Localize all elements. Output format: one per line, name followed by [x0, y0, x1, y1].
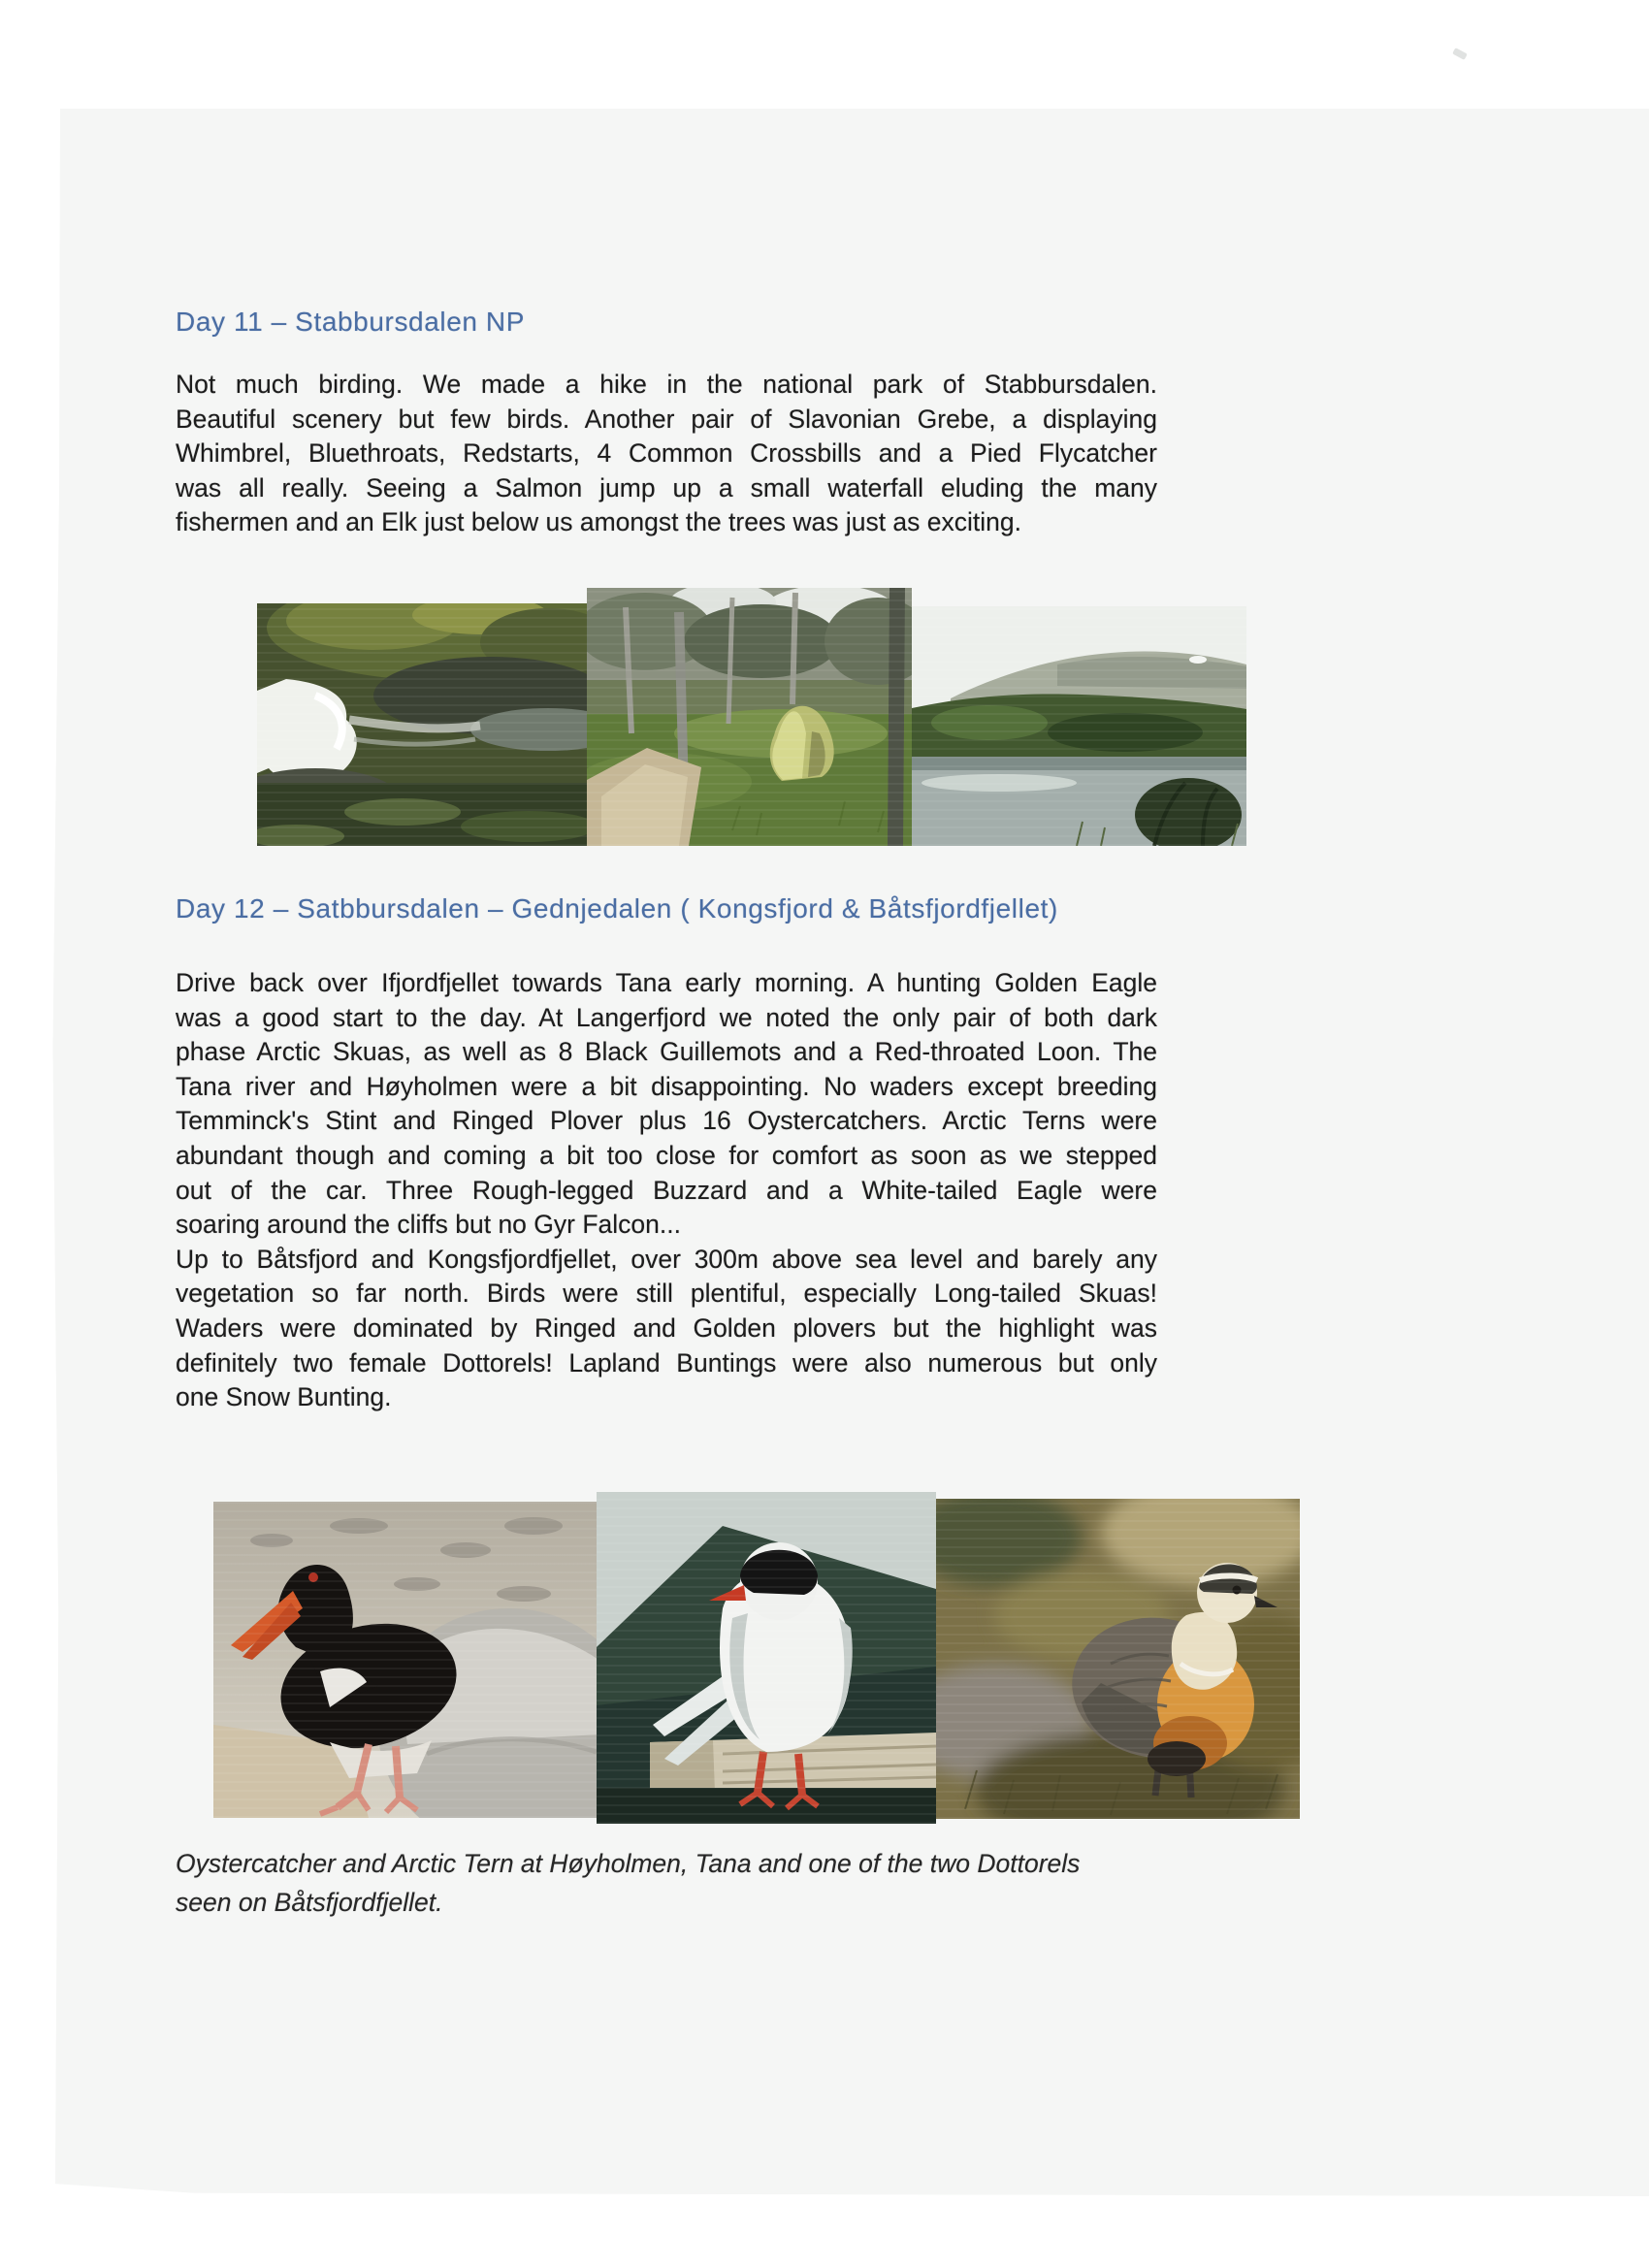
- day11-paragraph: [176, 368, 1157, 540]
- text-line: Oystercatcher and Arctic Tern at Høyholmen, Tana and one of the two Dottorels: [176, 1849, 1081, 1878]
- text-line: Up to Båtsfjord and Kongsfjordfjellet, over 300m above sea level and barely any: [176, 1244, 1157, 1274]
- text-line: seen on Båtsfjordfjellet.: [176, 1887, 443, 1917]
- text-line: definitely two female Dottorels! Lapland Buntings were also numerous but only: [176, 1347, 1157, 1377]
- text-line: was all really. Seeing a Salmon jump up a small waterfall eluding the many: [176, 472, 1157, 502]
- text-line: fishermen and an Elk just below us amongst the trees was just as exciting.: [176, 507, 1021, 537]
- campsite-tent-photo: [587, 588, 912, 846]
- arctic-tern-photo: [597, 1492, 936, 1824]
- text-line: abundant though and coming a bit too close for comfort as soon as we stepped: [176, 1140, 1157, 1170]
- text-line: Beautiful scenery but few birds. Another pair of Slavonian Grebe, a displaying: [176, 404, 1157, 434]
- day12-paragraphs: [176, 966, 1157, 1415]
- oystercatcher-photo: [213, 1502, 597, 1818]
- text-line: Whimbrel, Bluethroats, Redstarts, 4 Common Crossbills and a Pied Flycatcher: [176, 438, 1157, 469]
- scan-artifact: [1452, 48, 1468, 60]
- lake-mountain-photo: [912, 606, 1246, 846]
- text-line: Not much birding. We made a hike in the national park of Stabbursdalen.: [176, 370, 1157, 399]
- text-line: Drive back over Ifjordfjellet towards Tana early morning. A hunting Golden Eagle: [176, 968, 1157, 997]
- text-line: out of the car. Three Rough-legged Buzzard and a White-tailed Eagle were: [176, 1175, 1157, 1205]
- waterfall-photo: [257, 603, 587, 846]
- text-line: phase Arctic Skuas, as well as 8 Black Guillemots and a Red-throated Loon. The: [176, 1037, 1157, 1067]
- day12-heading: Day 12 – Satbbursdalen – Gednjedalen ( Kongsfjord & Båtsfjordfjellet): [176, 893, 1058, 923]
- photo-caption: [176, 1845, 1157, 1922]
- text-line: Tana river and Høyholmen were a bit disappointing. No waders except breeding: [176, 1071, 1157, 1101]
- photo-strip-birds: [213, 1492, 1300, 1824]
- day11-heading: Day 11 – Stabbursdalen NP: [176, 307, 526, 337]
- day12-paragraph-1: [176, 966, 1157, 1243]
- text-line: Waders were dominated by Ringed and Golden plovers but the highlight was: [176, 1312, 1157, 1343]
- photo-strip-landscapes: [257, 588, 1246, 848]
- text-line: soaring around the cliffs but no Gyr Falcon...: [176, 1210, 681, 1240]
- day12-paragraph-2: [176, 1243, 1157, 1415]
- text-line: vegetation so far north. Birds were still plentiful, especially Long-tailed Skuas!: [176, 1279, 1157, 1309]
- text-line: was a good start to the day. At Langerfjord we noted the only pair of both dark: [176, 1002, 1157, 1032]
- text-line: one Snow Bunting.: [176, 1382, 392, 1412]
- text-line: Temminck's Stint and Ringed Plover plus 16 Oystercatchers. Arctic Terns were: [176, 1106, 1157, 1136]
- dotterel-photo: [936, 1499, 1300, 1819]
